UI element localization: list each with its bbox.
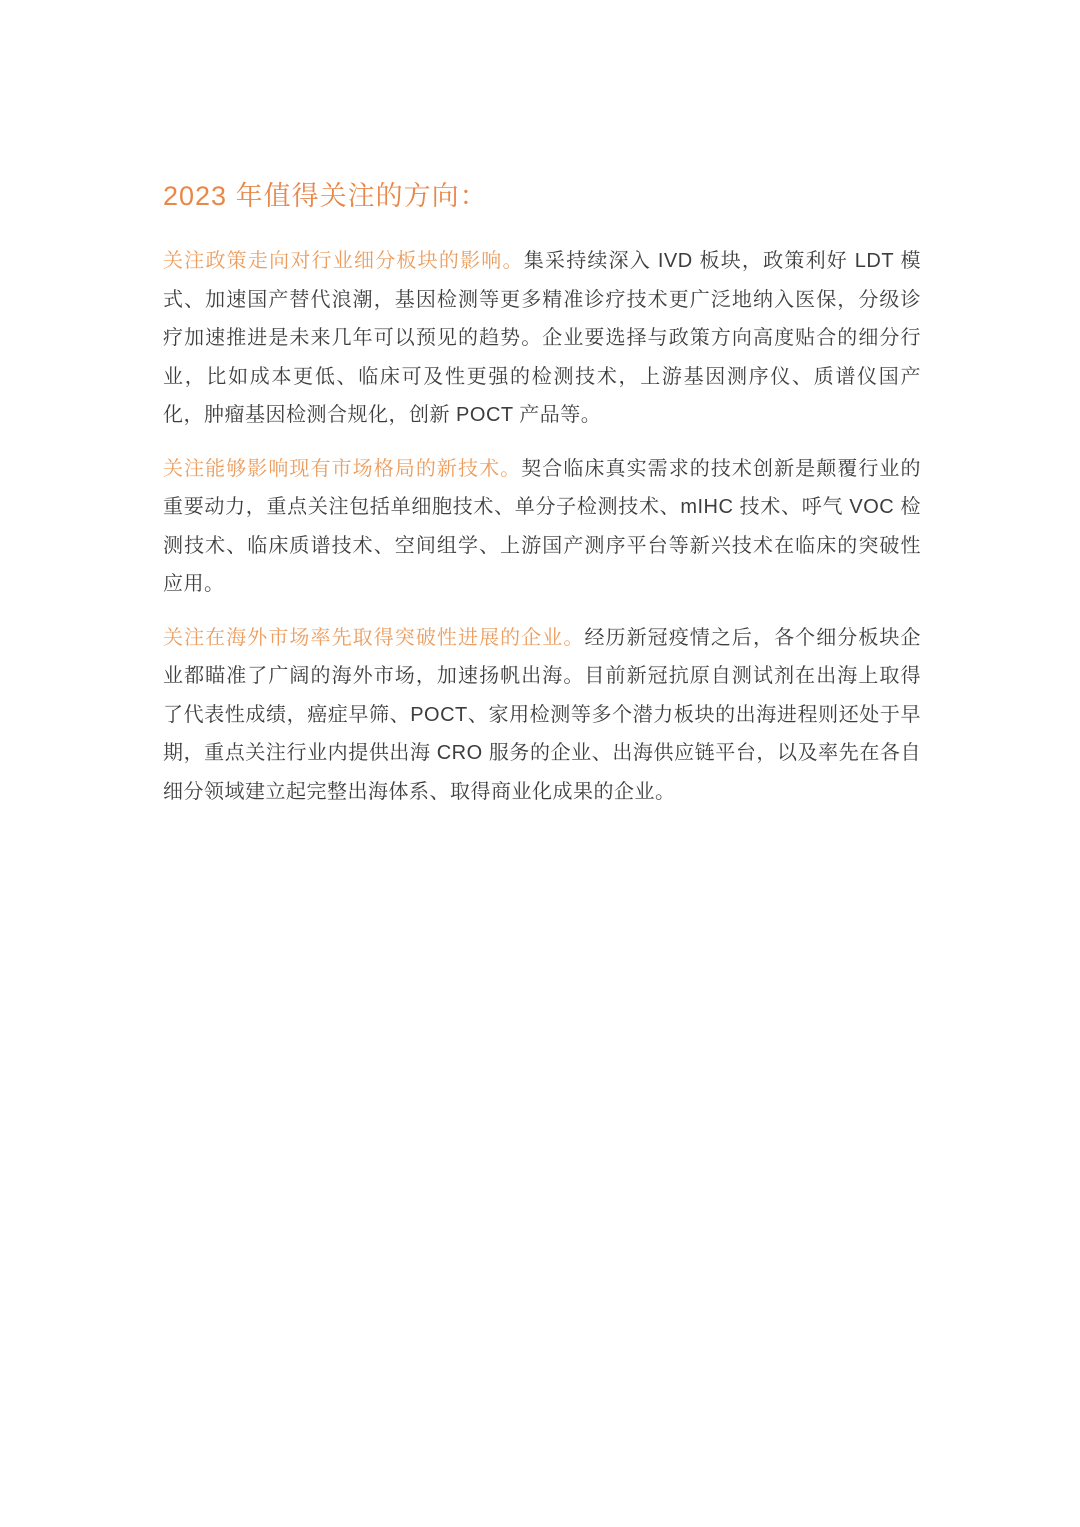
paragraph-lead: 关注政策走向对行业细分板块的影响。: [163, 250, 524, 273]
paragraph: [163, 619, 921, 812]
paragraph: [163, 242, 921, 435]
document-content: [163, 180, 921, 826]
paragraph-body: 经历新冠疫情之后，各个细分板块企业都瞄准了广阔的海外市场，加速扬帆出海。目前新冠抗原自测试剂在出海上取得了代表性成绩，癌症早筛、POCT、家用检测等多个潜力板块的出海进程则还处于早期，重点关注行业内提供出海 CRO 服务的企业、出海供应链平台，以及率先在各自细分领域建立起完整出海体系、取得商业化成果的企业。: [163, 626, 922, 803]
paragraph-lead: 关注在海外市场率先取得突破性进展的企业。: [163, 626, 585, 649]
paragraph-lead: 关注能够影响现有市场格局的新技术。: [163, 457, 522, 480]
paragraph-body: 契合临床真实需求的技术创新是颠覆行业的重要动力，重点关注包括单细胞技术、单分子检测技术、mIHC 技术、呼气 VOC 检测技术、临床质谱技术、空间组学、上游国产测序平台等新兴技术在临床的突破性应用。: [163, 457, 922, 596]
paragraph: [163, 450, 921, 604]
paragraph-body: 集采持续深入 IVD 板块，政策利好 LDT 模式、加速国产替代浪潮，基因检测等更多精准诊疗技术更广泛地纳入医保，分级诊疗加速推进是未来几年可以预见的趋势。企业要选择与政策方向高度贴合的细分行业，比如成本更低、临床可及性更强的检测技术，上游基因测序仪、质谱仪国产化，肿瘤基因检测合规化，创新 POCT 产品等。: [163, 250, 921, 427]
page-title: 2023 年值得关注的方向：: [163, 181, 488, 211]
